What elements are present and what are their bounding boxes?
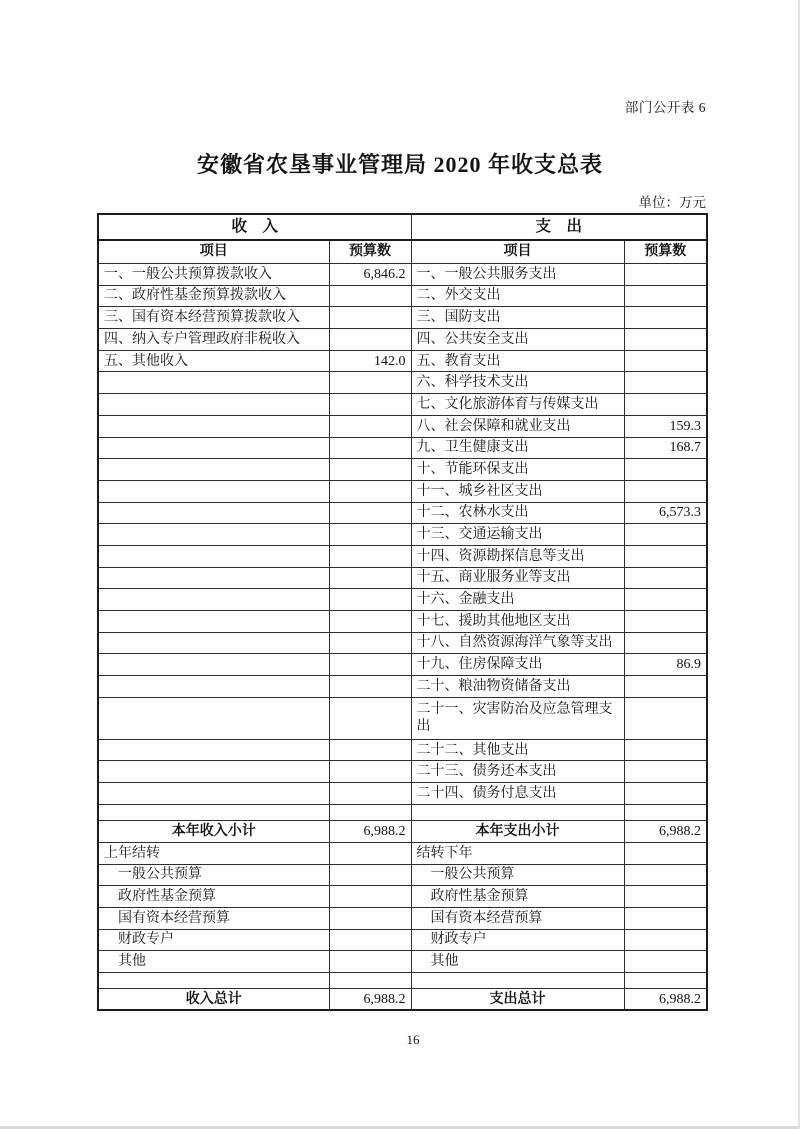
income-value-cell <box>329 307 411 329</box>
table-row <box>98 307 707 329</box>
table-row <box>98 761 707 783</box>
expense-item-cell: 二十、粮油物资储备支出 <box>411 676 624 698</box>
table-row <box>98 864 707 886</box>
expense-item-cell: 九、卫生健康支出 <box>411 437 624 459</box>
table-row <box>98 739 707 761</box>
expense-value-cell <box>624 329 707 351</box>
table-row <box>98 951 707 973</box>
table-row <box>98 437 707 459</box>
income-item-cell: 本年收入小计 <box>98 820 329 842</box>
table-row <box>98 886 707 908</box>
expense-value-cell: 6,988.2 <box>624 820 707 842</box>
income-value-cell <box>329 632 411 654</box>
expense-item-column-header: 项目 <box>411 240 624 264</box>
income-value-cell <box>329 864 411 886</box>
expense-item-cell: 四、公共安全支出 <box>411 329 624 351</box>
income-value-cell <box>329 761 411 783</box>
income-item-cell: 政府性基金预算 <box>98 886 329 908</box>
income-value-cell <box>329 951 411 973</box>
income-value-cell <box>329 372 411 394</box>
income-value-cell <box>329 907 411 929</box>
expense-item-cell: 其他 <box>411 951 624 973</box>
table-row <box>98 567 707 589</box>
table-row <box>98 842 707 864</box>
income-item-cell: 国有资本经营预算 <box>98 907 329 929</box>
expense-item-cell: 一、一般公共服务支出 <box>411 264 624 286</box>
income-value-cell <box>329 886 411 908</box>
income-item-cell <box>98 545 329 567</box>
expense-value-cell: 159.3 <box>624 415 707 437</box>
expense-value-cell: 168.7 <box>624 437 707 459</box>
table-row <box>98 329 707 351</box>
table-row <box>98 929 707 951</box>
table-row <box>98 988 707 1010</box>
income-value-cell <box>329 502 411 524</box>
income-item-cell <box>98 415 329 437</box>
expense-item-cell: 结转下年 <box>411 842 624 864</box>
expense-value-cell <box>624 907 707 929</box>
table-row <box>98 697 707 739</box>
income-section-header: 收 入 <box>98 214 411 240</box>
income-budget-column-header: 预算数 <box>329 240 411 264</box>
column-header-row <box>98 240 707 264</box>
income-item-cell <box>98 697 329 739</box>
expense-value-cell <box>624 929 707 951</box>
expense-item-cell: 支出总计 <box>411 988 624 1010</box>
table-row <box>98 783 707 805</box>
income-item-cell <box>98 804 329 820</box>
income-item-cell <box>98 459 329 481</box>
income-item-cell: 一般公共预算 <box>98 864 329 886</box>
income-value-cell <box>329 437 411 459</box>
expense-item-cell: 本年支出小计 <box>411 820 624 842</box>
expense-item-cell: 财政专户 <box>411 929 624 951</box>
income-item-cell: 收入总计 <box>98 988 329 1010</box>
expense-value-cell: 6,573.3 <box>624 502 707 524</box>
expense-value-cell: 86.9 <box>624 654 707 676</box>
expense-value-cell <box>624 676 707 698</box>
expense-value-cell <box>624 804 707 820</box>
expense-item-cell: 政府性基金预算 <box>411 886 624 908</box>
income-value-cell <box>329 394 411 416</box>
expense-item-cell: 二、外交支出 <box>411 285 624 307</box>
income-item-cell: 一、一般公共预算拨款收入 <box>98 264 329 286</box>
expense-item-cell <box>411 972 624 988</box>
expense-value-cell <box>624 972 707 988</box>
expense-item-cell: 国有资本经营预算 <box>411 907 624 929</box>
income-value-cell <box>329 589 411 611</box>
income-item-column-header: 项目 <box>98 240 329 264</box>
expense-value-cell <box>624 739 707 761</box>
expense-item-cell: 十七、援助其他地区支出 <box>411 611 624 633</box>
table-row <box>98 820 707 842</box>
expense-value-cell <box>624 394 707 416</box>
expense-item-cell: 十九、住房保障支出 <box>411 654 624 676</box>
income-item-cell <box>98 524 329 546</box>
expense-item-cell: 二十二、其他支出 <box>411 739 624 761</box>
expense-value-cell <box>624 307 707 329</box>
income-value-cell <box>329 654 411 676</box>
income-value-cell: 142.0 <box>329 350 411 372</box>
income-value-cell <box>329 285 411 307</box>
table-row <box>98 415 707 437</box>
expense-item-cell: 三、国防支出 <box>411 307 624 329</box>
expense-value-cell <box>624 761 707 783</box>
income-item-cell <box>98 567 329 589</box>
income-value-cell <box>329 929 411 951</box>
table-row <box>98 350 707 372</box>
expense-value-cell <box>624 611 707 633</box>
unit-label: 单位：万元 <box>638 195 706 210</box>
expense-value-cell <box>624 480 707 502</box>
table-row <box>98 372 707 394</box>
table-row <box>98 804 707 820</box>
income-item-cell <box>98 611 329 633</box>
income-item-cell <box>98 372 329 394</box>
expense-value-cell <box>624 350 707 372</box>
expense-item-cell: 五、教育支出 <box>411 350 624 372</box>
income-item-cell <box>98 589 329 611</box>
expense-value-cell <box>624 886 707 908</box>
table-row <box>98 459 707 481</box>
expense-item-cell: 六、科学技术支出 <box>411 372 624 394</box>
table-row <box>98 480 707 502</box>
expense-value-cell <box>624 697 707 739</box>
income-value-cell <box>329 329 411 351</box>
table-row <box>98 589 707 611</box>
expense-value-cell <box>624 524 707 546</box>
doc-label: 部门公开表 6 <box>624 100 706 115</box>
expense-value-cell <box>624 783 707 805</box>
income-value-cell <box>329 842 411 864</box>
income-item-cell <box>98 972 329 988</box>
income-item-cell <box>98 502 329 524</box>
expense-item-cell: 十四、资源勘探信息等支出 <box>411 545 624 567</box>
expense-item-cell: 十二、农林水支出 <box>411 502 624 524</box>
table-row <box>98 394 707 416</box>
expense-item-cell: 一般公共预算 <box>411 864 624 886</box>
income-item-cell: 财政专户 <box>98 929 329 951</box>
expense-item-cell: 七、文化旅游体育与传媒支出 <box>411 394 624 416</box>
expense-value-cell <box>624 864 707 886</box>
income-value-cell <box>329 567 411 589</box>
income-item-cell <box>98 480 329 502</box>
table-row <box>98 907 707 929</box>
income-value-cell <box>329 611 411 633</box>
income-item-cell: 二、政府性基金预算拨款收入 <box>98 285 329 307</box>
income-value-cell: 6,988.2 <box>329 820 411 842</box>
income-value-cell <box>329 524 411 546</box>
income-value-cell <box>329 459 411 481</box>
income-value-cell <box>329 676 411 698</box>
table-row <box>98 676 707 698</box>
expense-item-cell: 十八、自然资源海洋气象等支出 <box>411 632 624 654</box>
budget-table <box>97 213 708 1011</box>
income-item-cell <box>98 783 329 805</box>
expense-item-cell <box>411 804 624 820</box>
income-item-cell <box>98 437 329 459</box>
expense-value-cell <box>624 459 707 481</box>
page-title: 安徽省农垦事业管理局 2020 年收支总表 <box>196 152 603 177</box>
table-row <box>98 285 707 307</box>
income-item-cell <box>98 394 329 416</box>
expense-value-cell <box>624 264 707 286</box>
table-row <box>98 611 707 633</box>
expense-item-cell: 八、社会保障和就业支出 <box>411 415 624 437</box>
income-value-cell: 6,846.2 <box>329 264 411 286</box>
expense-value-cell <box>624 545 707 567</box>
expense-item-cell: 十五、商业服务业等支出 <box>411 567 624 589</box>
section-header-row <box>98 214 707 240</box>
income-item-cell: 五、其他收入 <box>98 350 329 372</box>
expense-value-cell <box>624 951 707 973</box>
income-item-cell <box>98 761 329 783</box>
expense-value-cell: 6,988.2 <box>624 988 707 1010</box>
expense-value-cell <box>624 285 707 307</box>
expense-item-cell: 二十三、债务还本支出 <box>411 761 624 783</box>
expense-value-cell <box>624 589 707 611</box>
table-row <box>98 264 707 286</box>
expense-budget-column-header: 预算数 <box>624 240 707 264</box>
income-value-cell <box>329 480 411 502</box>
expense-item-cell: 十、节能环保支出 <box>411 459 624 481</box>
expense-value-cell <box>624 372 707 394</box>
income-item-cell <box>98 632 329 654</box>
table-row <box>98 502 707 524</box>
table-row <box>98 632 707 654</box>
income-value-cell <box>329 545 411 567</box>
income-item-cell <box>98 654 329 676</box>
expense-item-cell: 十一、城乡社区支出 <box>411 480 624 502</box>
expense-item-cell: 二十四、债务付息支出 <box>411 783 624 805</box>
table-row <box>98 972 707 988</box>
table-row <box>98 654 707 676</box>
expense-item-cell: 十六、金融支出 <box>411 589 624 611</box>
expense-section-header: 支 出 <box>411 214 707 240</box>
income-value-cell: 6,988.2 <box>329 988 411 1010</box>
income-item-cell: 四、纳入专户管理政府非税收入 <box>98 329 329 351</box>
page-number: 16 <box>406 1032 420 1047</box>
income-value-cell <box>329 739 411 761</box>
income-value-cell <box>329 804 411 820</box>
income-item-cell <box>98 739 329 761</box>
income-item-cell: 其他 <box>98 951 329 973</box>
income-value-cell <box>329 783 411 805</box>
expense-item-cell: 十三、交通运输支出 <box>411 524 624 546</box>
income-value-cell <box>329 972 411 988</box>
expense-value-cell <box>624 632 707 654</box>
income-item-cell: 三、国有资本经营预算拨款收入 <box>98 307 329 329</box>
expense-value-cell <box>624 842 707 864</box>
expense-value-cell <box>624 567 707 589</box>
income-item-cell <box>98 676 329 698</box>
income-item-cell: 上年结转 <box>98 842 329 864</box>
income-value-cell <box>329 697 411 739</box>
expense-item-cell: 二十一、灾害防治及应急管理支出 <box>411 697 624 739</box>
income-value-cell <box>329 415 411 437</box>
budget-table-body <box>98 264 707 1011</box>
table-row <box>98 545 707 567</box>
table-row <box>98 524 707 546</box>
